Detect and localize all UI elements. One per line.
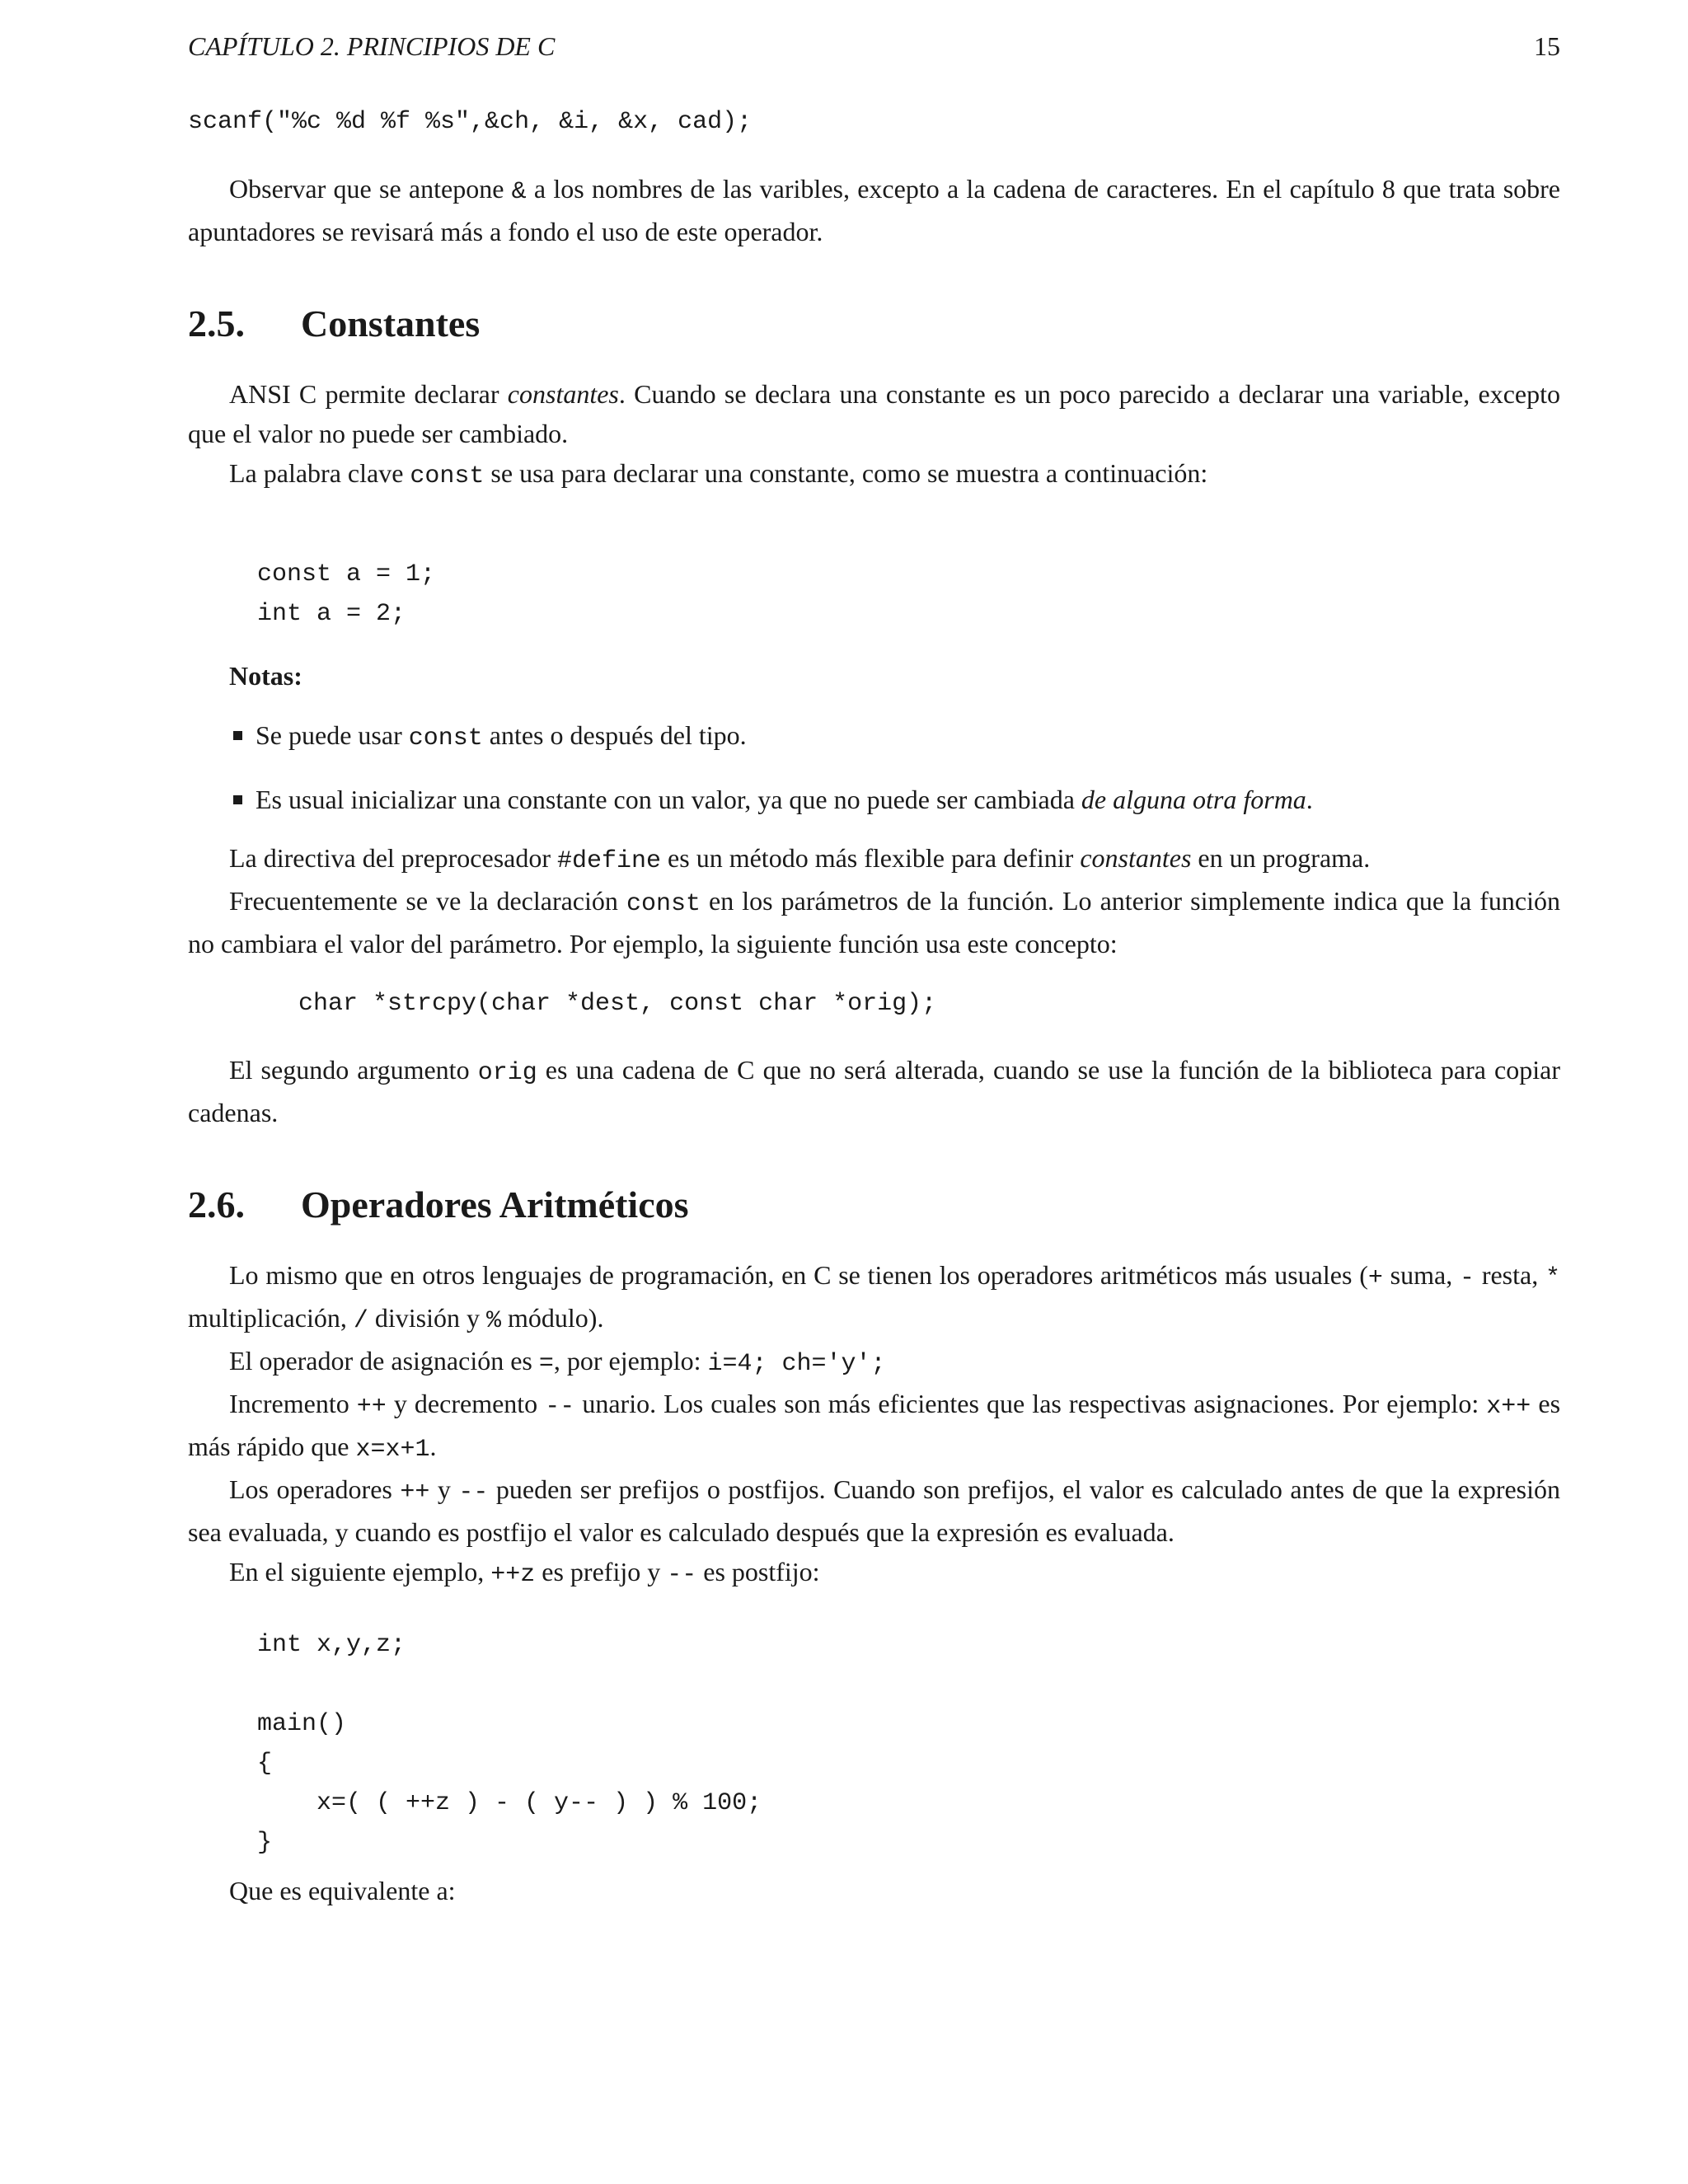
section-heading-operadores [188, 1180, 1560, 1230]
bullet-icon [233, 795, 242, 804]
section-title: Operadores Aritméticos [301, 1183, 689, 1226]
list-item: Es usual inicializar una constante con un valor, ya que no puede ser cambiada de alguna otra forma. [188, 780, 1560, 819]
code-line: int x,y,z; [257, 1631, 406, 1659]
chapter-title: CAPÍTULO 2. PRINCIPIOS DE C [188, 31, 556, 61]
code-line [257, 1665, 1629, 1704]
code-block-const [257, 555, 1629, 634]
section-heading-constantes [188, 299, 1560, 349]
code-block-main [257, 1625, 1629, 1863]
section-number: 2.6. [188, 1183, 245, 1226]
section-number: 2.5. [188, 302, 245, 344]
scanf-code-line: scanf("%c %d %f %s",&ch, &i, &x, cad); [188, 108, 753, 136]
code-line: } [257, 1829, 273, 1857]
paragraph-observar: Observar que se antepone & a los nombres de las varibles, excepto a la cadena de caracteres. En el capítulo 8 que trata sobre apuntadores se revisará más a fondo el uso de este operador. [188, 174, 1561, 246]
paragraph-equivalente: Que es equivalente a: [229, 1876, 456, 1905]
code-line: { [257, 1750, 273, 1778]
code-line: const a = 1; [257, 560, 436, 588]
code-line-strcpy: char *strcpy(char *dest, const char *orig); [298, 990, 937, 1018]
bullet-icon [233, 731, 242, 740]
page-number: 15 [1534, 31, 1560, 61]
paragraph-ansi: ANSI C permite declarar constantes. Cuando se declara una constante es un poco parecido a declarar una variable, excepto que el valor no puede ser cambiado. La palabra clave const se usa para declarar una constante, como se muestra a continuación: [188, 379, 1561, 490]
notes-list [188, 715, 1560, 819]
document-page [188, 0, 1560, 2184]
section-title: Constantes [301, 302, 481, 344]
notes-label: Notas: [229, 661, 302, 691]
code-line: x=( ( ++z ) - ( y-- ) ) % 100; [257, 1789, 762, 1817]
paragraph-operadores: Lo mismo que en otros lenguajes de programación, en C se tienen los operadores aritméticos más usuales (+ suma, - resta, * multiplicación, / división y % módulo). El operador de asignación es =, por ejemplo: i=4; ch='y'; Incremento ++ y decremento -- unario. Los cuales son más eficientes que las respectivas asignaciones. Por ejemplo: x++ es más rápido que x=x+1. Los operadores ++ y -- pueden ser prefijos o postfijos. Cuando son prefijos, el valor es calculado antes de que la expresión sea evaluada, y cuando es postfijo el valor es calculado después que la expresión es evaluada. En el siguiente ejemplo, ++z es prefijo y -- es postfijo: [188, 1260, 1561, 1589]
paragraph-segundo: El segundo argumento orig es una cadena de C que no será alterada, cuando se use la función de la biblioteca para copiar cadenas. [188, 1055, 1561, 1127]
code-line: main() [257, 1710, 347, 1738]
paragraph-directiva: La directiva del preprocesador #define es un método más flexible para definir constantes en un programa. Frecuentemente se ve la declaración const en los parámetros de la función. Lo anterior simplemente indica que la función no cambiara el valor del parámetro. Por ejemplo, la siguiente función usa este concepto: [188, 843, 1561, 958]
list-item: Se puede usar const antes o después del tipo. [188, 715, 1560, 758]
running-header [188, 26, 1560, 66]
code-line: int a = 2; [257, 600, 406, 628]
